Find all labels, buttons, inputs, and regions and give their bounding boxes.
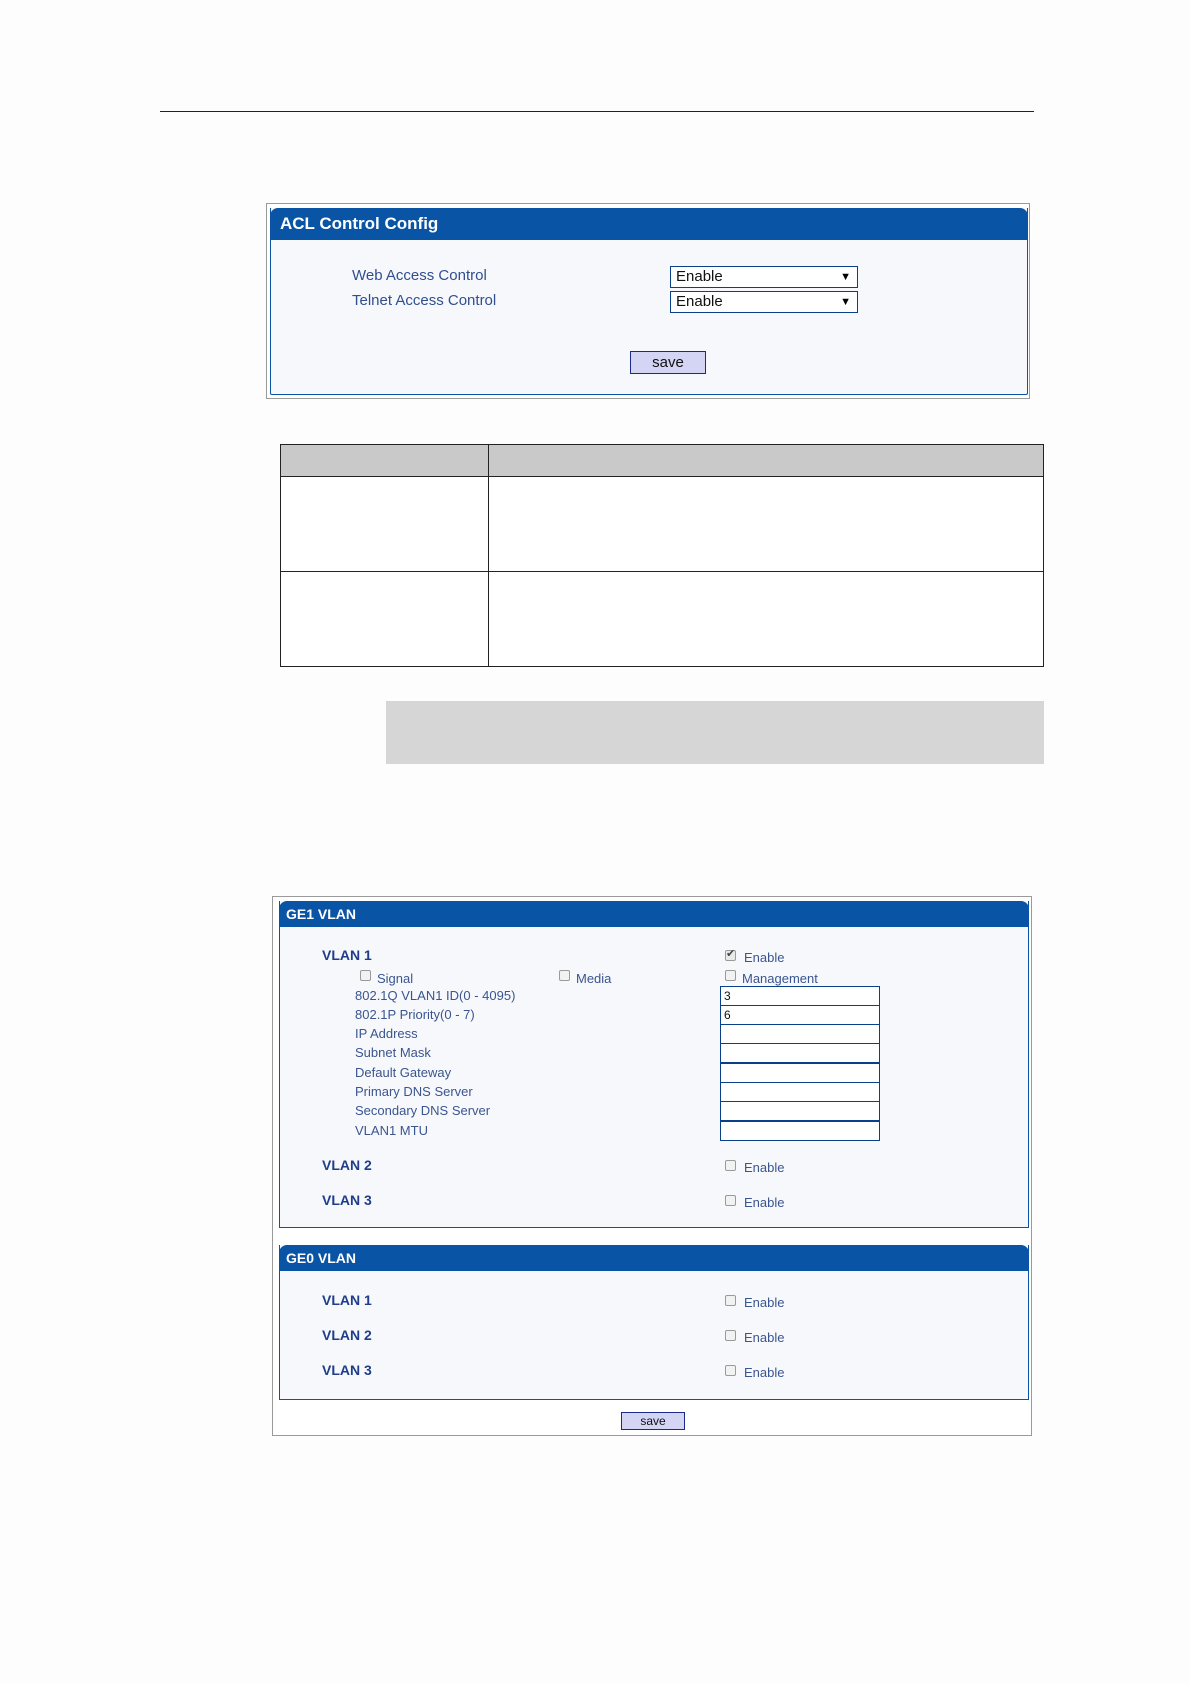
vlan1-mtu-input[interactable]: [720, 1121, 880, 1141]
ge1-vlan1-label: VLAN 1: [322, 947, 372, 963]
table-header-row: [281, 445, 1044, 477]
ge0-vlan3-enable-checkbox[interactable]: [725, 1365, 736, 1376]
subnet-mask-input[interactable]: [720, 1043, 880, 1063]
primary-dns-input[interactable]: [720, 1082, 880, 1102]
ge0-vlan2-label: VLAN 2: [322, 1327, 372, 1343]
signal-label: Signal: [377, 971, 414, 986]
dropdown-arrow-icon: ▼: [840, 271, 851, 283]
default-gateway-label: Default Gateway: [355, 1065, 452, 1080]
table-header-cell: [489, 445, 1044, 477]
subnet-mask-label: Subnet Mask: [355, 1045, 431, 1060]
priority-input[interactable]: 6: [720, 1005, 880, 1025]
primary-dns-label: Primary DNS Server: [355, 1084, 473, 1099]
table-cell: [489, 477, 1044, 572]
acl-panel-title: ACL Control Config: [270, 208, 1028, 240]
table-cell: [281, 572, 489, 667]
ge1-vlan2-enable-label: Enable: [744, 1160, 785, 1175]
priority-label: 802.1P Priority(0 - 7): [355, 1007, 475, 1022]
vlan-id-label: 802.1Q VLAN1 ID(0 - 4095): [355, 988, 516, 1003]
table-cell: [489, 572, 1044, 667]
ge0-vlan2-enable-label: Enable: [744, 1330, 785, 1345]
ge0-vlan2-enable-checkbox[interactable]: [725, 1330, 736, 1341]
signal-checkbox[interactable]: [360, 970, 371, 981]
media-label: Media: [576, 971, 612, 986]
note-box: [386, 701, 1044, 764]
management-label: Management: [742, 971, 818, 986]
default-gateway-input[interactable]: [720, 1063, 880, 1083]
ge0-vlan3-enable-label: Enable: [744, 1365, 785, 1380]
ge1-vlan2-label: VLAN 2: [322, 1157, 372, 1173]
ge1-vlan1-enable-label: Enable: [744, 950, 785, 965]
ge1-vlan3-enable-checkbox[interactable]: [725, 1195, 736, 1206]
table-row: [281, 477, 1044, 572]
telnet-access-control-label: Telnet Access Control: [352, 292, 497, 309]
ip-address-label: IP Address: [355, 1026, 418, 1041]
telnet-access-control-value: Enable: [676, 293, 723, 310]
ge1-vlan2-enable-checkbox[interactable]: [725, 1160, 736, 1171]
ge0-vlan3-label: VLAN 3: [322, 1362, 372, 1378]
web-access-control-label: Web Access Control: [352, 267, 487, 284]
web-access-control-select[interactable]: [670, 266, 858, 288]
vlan1-mtu-label: VLAN1 MTU: [355, 1123, 428, 1138]
web-access-control-value: Enable: [676, 268, 723, 285]
ge0-vlan1-enable-label: Enable: [744, 1295, 785, 1310]
ge1-vlan1-enable-checkbox[interactable]: [725, 950, 736, 961]
table-cell: [281, 477, 489, 572]
media-checkbox[interactable]: [559, 970, 570, 981]
secondary-dns-input[interactable]: [720, 1101, 880, 1121]
vlan-id-input[interactable]: 3: [720, 986, 880, 1006]
header-rule: [160, 111, 1034, 112]
management-checkbox[interactable]: [725, 970, 736, 981]
table-header-cell: [281, 445, 489, 477]
telnet-access-control-select[interactable]: [670, 291, 858, 313]
description-table: [280, 444, 1044, 667]
ge0-vlan-title: GE0 VLAN: [279, 1245, 1029, 1271]
ge1-vlan3-label: VLAN 3: [322, 1192, 372, 1208]
dropdown-arrow-icon: ▼: [840, 296, 851, 308]
ge1-vlan3-enable-label: Enable: [744, 1195, 785, 1210]
vlan-save-button[interactable]: save: [621, 1412, 685, 1430]
acl-save-button[interactable]: save: [630, 351, 706, 374]
secondary-dns-label: Secondary DNS Server: [355, 1103, 491, 1118]
table-row: [281, 572, 1044, 667]
ge0-vlan1-label: VLAN 1: [322, 1292, 372, 1308]
ge1-vlan-title: GE1 VLAN: [279, 901, 1029, 927]
ge0-vlan1-enable-checkbox[interactable]: [725, 1295, 736, 1306]
ip-address-input[interactable]: [720, 1024, 880, 1044]
